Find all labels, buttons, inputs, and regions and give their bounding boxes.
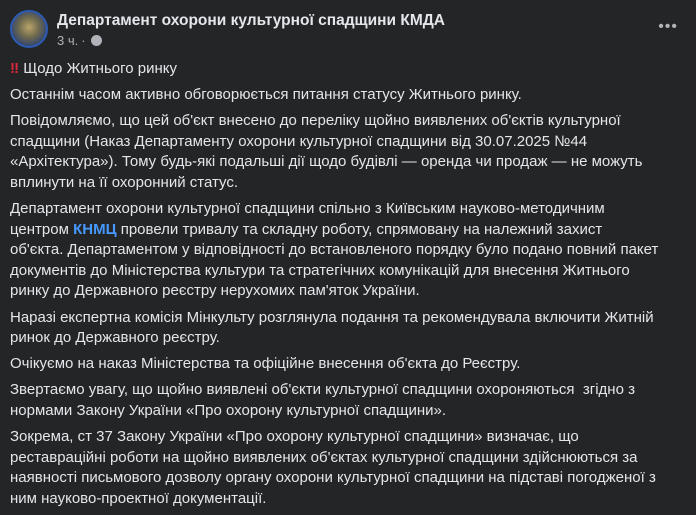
text-line: Останнім часом активно обговорюється питання статусу Житнього ринку. xyxy=(10,86,522,104)
text-line: ринок до Державного реєстру. xyxy=(10,329,220,347)
post-meta xyxy=(57,33,102,48)
text-line: «Архітектура»). Тому будь-які подальші дії щодо будівлі — оренда чи продаж — не можуть xyxy=(10,153,643,171)
text-line: ним науково-проектної документації. xyxy=(10,489,267,507)
page-avatar[interactable] xyxy=(10,10,48,48)
paragraph xyxy=(10,380,696,421)
post-body xyxy=(10,59,696,515)
more-options-button[interactable]: ••• xyxy=(658,18,678,35)
text-line: об'єкта. Департаментом у відповідності до встановленого порядку було подано повний пакет xyxy=(10,241,659,259)
paragraph xyxy=(10,199,696,302)
paragraph xyxy=(10,85,696,106)
text-line: Департамент охорони культурної спадщини спільно з Київським науково-методичним xyxy=(10,200,605,218)
globe-icon xyxy=(91,35,102,46)
paragraph xyxy=(10,111,696,193)
text-line: Наразі експертна комісія Мінкульту розглянула подання та рекомендувала включити Житній xyxy=(10,308,654,326)
paragraph xyxy=(10,354,696,375)
text-line: Звертаємо увагу, що щойно виявлені об'єкти культурної спадщини охороняються згідно з xyxy=(10,381,635,399)
paragraph xyxy=(10,427,696,509)
text-line: нормами Закону України «Про охорону культурної спадщини». xyxy=(10,401,447,419)
text-line: ринку до Державного реєстру нерухомих пам'яток України. xyxy=(10,282,420,300)
meta-separator: · xyxy=(81,33,86,48)
text-fragment: центром xyxy=(10,220,74,238)
text-line: Зокрема, ст 37 Закону України «Про охорону культурної спадщини» визначає, що xyxy=(10,428,579,445)
post-title xyxy=(10,59,696,80)
text-line: вплинути на її охоронний статус. xyxy=(10,173,238,191)
post-time[interactable]: 3 ч. xyxy=(57,33,79,48)
text-line: документів до Міністерства культури та стратегічних комунікацій для внесення Житнього xyxy=(10,261,630,279)
double-exclamation-icon: ‼ xyxy=(10,60,20,77)
text-line: Очікуємо на наказ Міністерства та офіційне внесення об'єкта до Реєстру. xyxy=(10,355,521,373)
text-line: Повідомляємо, що цей об'єкт внесено до переліку щойно виявлених об'єктів культурної xyxy=(10,112,621,130)
text-line: спадщини (Наказ Департаменту охорони культурної спадщини від 30.07.2025 №44 xyxy=(10,132,588,150)
text-line xyxy=(10,220,696,241)
knmc-link[interactable]: КНМЦ xyxy=(73,220,117,238)
page-name-link[interactable]: Департамент охорони культурної спадщини КМДА xyxy=(57,12,445,29)
text-line: наявності письмового дозволу органу охорони культурної спадщини на підставі погодженої з xyxy=(10,469,656,487)
text-line: реставраційні роботи на щойно виявлених об'єктах культурної спадщини здійснюються за xyxy=(10,448,638,466)
post-title-text: Щодо Житнього ринку xyxy=(23,60,177,77)
text-fragment: провели тривалу та складну роботу, спрямовану на належний захист xyxy=(116,220,603,238)
paragraph xyxy=(10,308,696,349)
